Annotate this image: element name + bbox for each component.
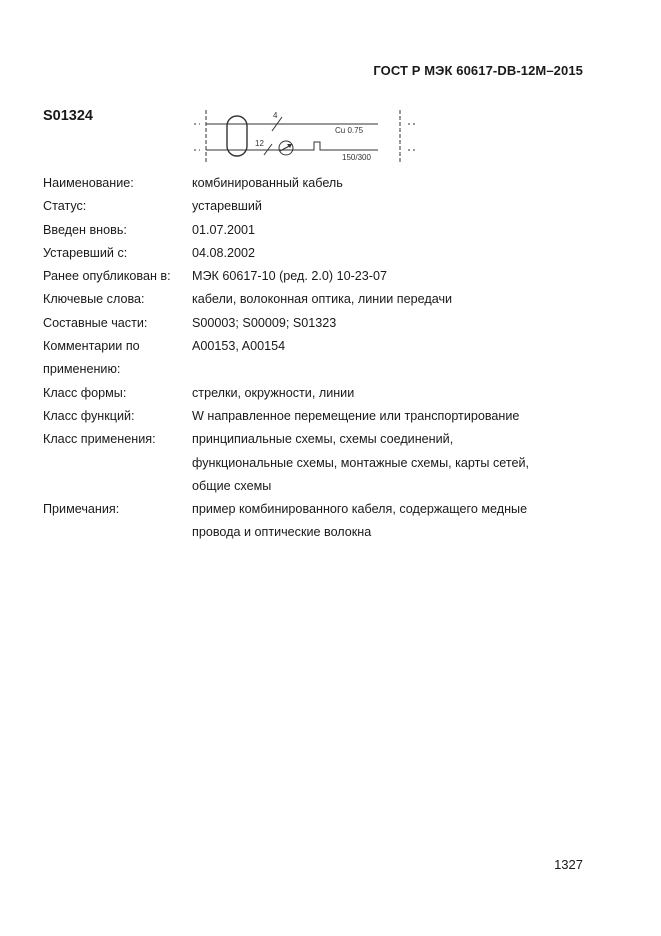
property-value: пример комбинированного кабеля, содержащего медные провода и оптические волокна [192, 502, 528, 540]
fiber-spec-label: 150/300 [342, 153, 371, 162]
property-row-obsolete-since [43, 242, 603, 265]
property-row-keywords [43, 288, 603, 311]
property-value: устаревший [192, 199, 262, 214]
page-number: 1327 [554, 857, 583, 872]
property-value: стрелки, окружности, линии [192, 385, 355, 400]
property-row-name [43, 172, 603, 195]
property-row-introduced [43, 219, 603, 242]
property-label: Класс функций: [43, 408, 135, 423]
symbol-code: S01324 [43, 108, 93, 124]
conductor-spec-label: Cu 0.75 [335, 126, 364, 135]
property-label: Комментарии по применению: [43, 339, 140, 377]
property-row-shape-class [43, 382, 603, 405]
property-value: кабели, волоконная оптика, линии передачи [192, 292, 453, 307]
property-label: Составные части: [43, 315, 148, 330]
property-value: принципиальные схемы, схемы соединений, функциональные схемы, монтажные схемы, карты сетей, общие схемы [192, 432, 530, 493]
properties-table [43, 172, 603, 545]
property-row-components [43, 312, 603, 335]
property-row-function-class [43, 405, 603, 428]
property-value: 01.07.2001 [192, 222, 256, 237]
property-value: A00153, A00154 [192, 339, 286, 354]
fiber-pulse [308, 142, 378, 150]
fiber-count-label: 12 [255, 139, 264, 148]
property-label: Ключевые слова: [43, 292, 145, 307]
property-value: 04.08.2002 [192, 245, 256, 260]
property-row-application-class [43, 428, 603, 498]
property-value: МЭК 60617-10 (ред. 2.0) 10-23-07 [192, 269, 387, 284]
document-header: ГОСТ Р МЭК 60617-DB-12M–2015 [373, 63, 583, 78]
property-row-notes [43, 498, 603, 545]
property-value: S00003; S00009; S01323 [192, 315, 337, 330]
property-value: комбинированный кабель [192, 176, 343, 190]
combined-cable-symbol [192, 106, 418, 168]
property-label: Класс формы: [43, 385, 127, 400]
property-label: Устаревший с: [43, 245, 128, 260]
property-label: Примечания: [43, 502, 120, 517]
property-row-status [43, 195, 603, 218]
property-row-application-notes [43, 335, 603, 382]
property-label: Ранее опубликован в: [43, 269, 171, 284]
property-row-previously-published [43, 265, 603, 288]
property-label: Наименование: [43, 176, 134, 190]
conductor-count-label: 4 [273, 111, 278, 120]
property-label: Введен вновь: [43, 222, 127, 237]
property-label: Класс применения: [43, 432, 156, 447]
fiber-arrow-icon [287, 144, 292, 148]
property-label: Статус: [43, 199, 87, 214]
property-value: W направленное перемещение или транспортирование [192, 408, 520, 423]
